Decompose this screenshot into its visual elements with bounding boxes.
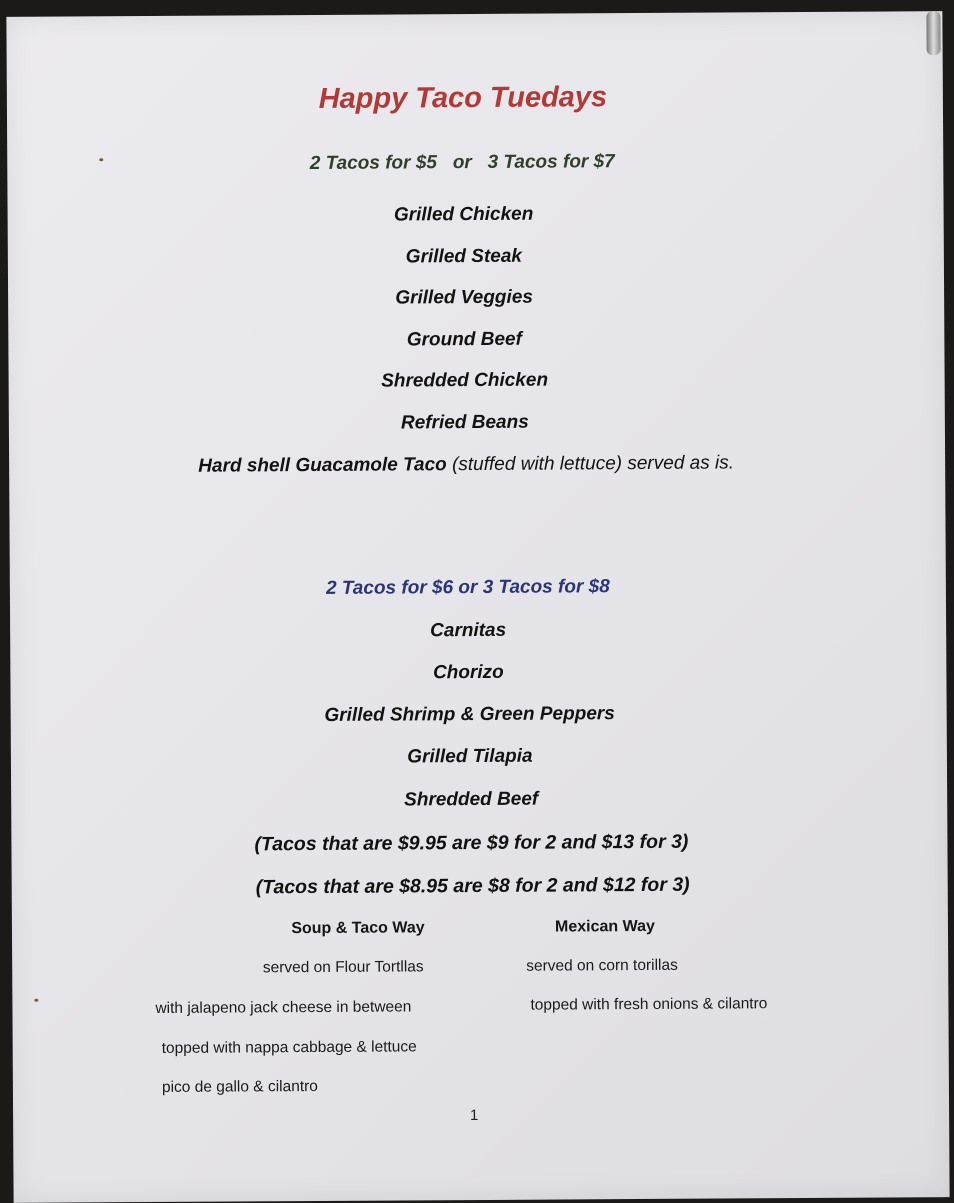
- mexican-way-line: served on corn torillas: [526, 956, 678, 975]
- soup-taco-way-line: served on Flour Tortllas: [262, 958, 424, 977]
- menu-page: [6, 11, 949, 1203]
- menu-item: Grilled Chicken: [393, 203, 534, 226]
- paper-speck: [99, 158, 103, 161]
- menu-item: Shredded Chicken: [381, 369, 549, 392]
- menu-item: Grilled Steak: [405, 245, 523, 268]
- menu-item: Grilled Shrimp & Green Peppers: [324, 703, 615, 726]
- page-number: 1: [469, 1107, 479, 1125]
- soup-taco-way-heading: Soup & Taco Way: [291, 919, 425, 938]
- deal-or: or: [452, 152, 472, 174]
- price-note: (Tacos that are $8.95 are $8 for 2 and $12 for 3): [255, 873, 690, 899]
- menu-item: Grilled Veggies: [395, 286, 533, 309]
- soup-taco-way-line: pico de gallo & cilantro: [161, 1077, 318, 1096]
- soup-taco-way-line: topped with nappa cabbage & lettuce: [161, 1038, 417, 1057]
- special-item-name: Hard shell Guacamole Taco: [198, 454, 447, 477]
- menu-item: Refried Beans: [400, 411, 529, 434]
- menu-item: Chorizo: [432, 661, 504, 684]
- deal-line-2: 2 Tacos for $6 or 3 Tacos for $8: [325, 576, 610, 599]
- menu-item: Shredded Beef: [404, 788, 539, 811]
- soup-taco-way-line: with jalapeno jack cheese in between: [155, 998, 412, 1017]
- mexican-way-heading: Mexican Way: [554, 917, 655, 936]
- deal-a: 2 Tacos for $5: [309, 152, 438, 175]
- menu-title: Happy Taco Tuedays: [318, 81, 608, 115]
- menu-item: Ground Beef: [406, 328, 522, 351]
- menu-item: Grilled Tilapia: [407, 745, 533, 768]
- price-note: (Tacos that are $9.95 are $9 for 2 and $13 for 3): [254, 830, 689, 856]
- binder-clip: [926, 11, 940, 55]
- deal-line-1: [310, 151, 615, 175]
- deal-b: 3 Tacos for $7: [487, 151, 615, 173]
- mexican-way-line: topped with fresh onions & cilantro: [530, 995, 768, 1014]
- paper-speck: [34, 999, 38, 1002]
- special-item-description: (stuffed with lettuce) served as is.: [446, 452, 735, 476]
- special-item: [198, 452, 734, 477]
- menu-item: Carnitas: [430, 619, 507, 642]
